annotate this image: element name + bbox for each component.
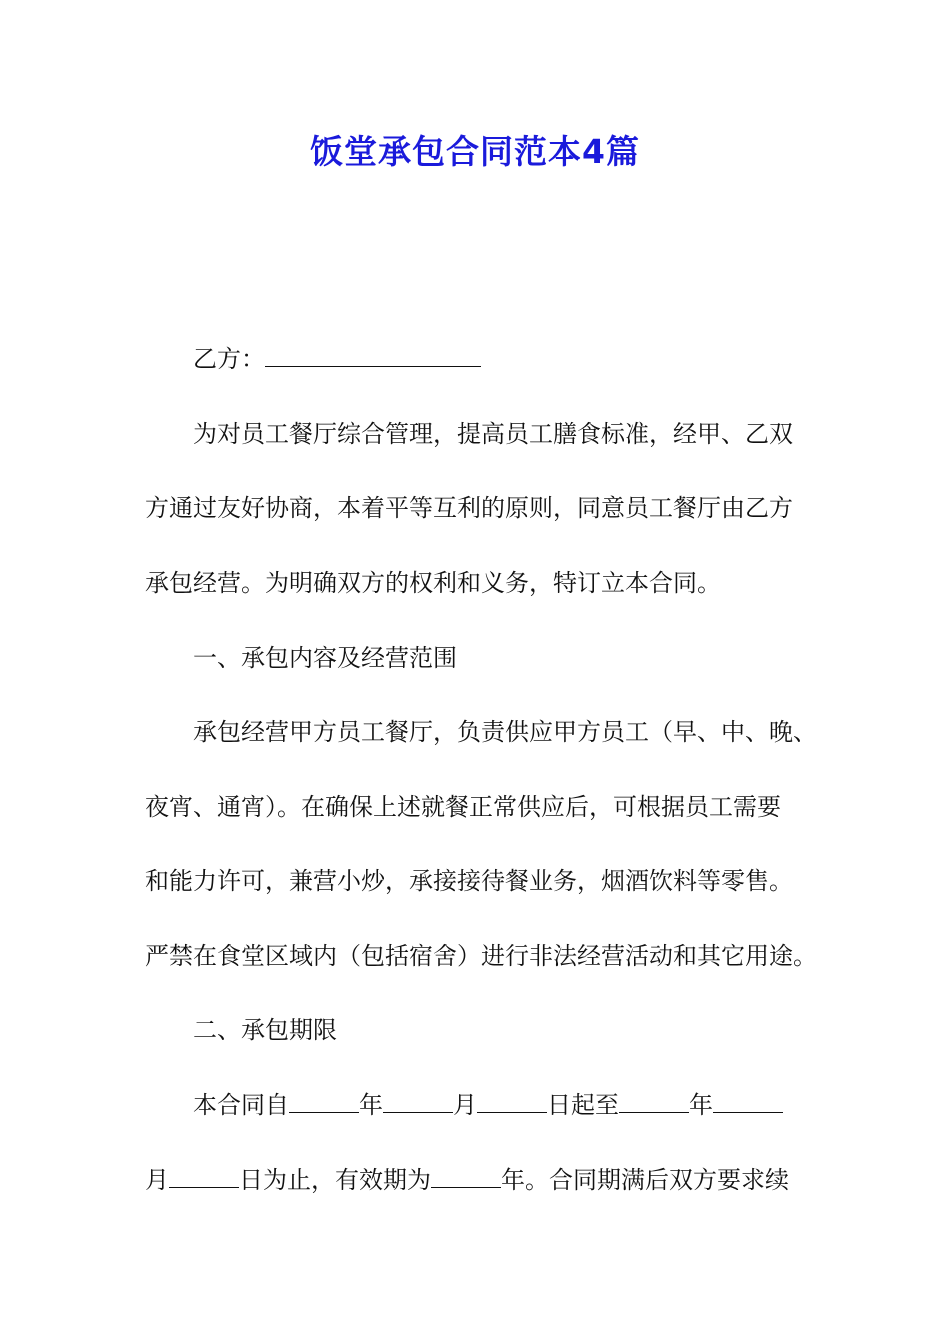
end-month-blank [713, 1086, 783, 1113]
start-day-blank [477, 1086, 547, 1113]
section-2-line-2 [145, 1160, 789, 1200]
party-b-label: 乙方： [193, 345, 265, 373]
preamble-line-1: 为对员工餐厅综合管理，提高员工膳食标准，经甲、乙双 [193, 420, 793, 448]
term-years-blank [431, 1161, 501, 1188]
section-2-line-1 [193, 1085, 783, 1125]
until-text: 日为止，有效期为 [239, 1166, 431, 1194]
year-text: 年 [359, 1091, 383, 1119]
preamble-line-2: 方通过友好协商，本着平等互利的原则，同意员工餐厅由乙方 [145, 494, 793, 522]
end-day-blank [169, 1161, 239, 1188]
section-1-heading: 一、承包内容及经营范围 [193, 644, 457, 672]
section-1-line-3: 和能力许可，兼营小炒，承接接待餐业务，烟酒饮料等零售。 [145, 867, 793, 895]
start-year-blank [289, 1086, 359, 1113]
document-title: 饭堂承包合同范本4篇 [310, 132, 640, 171]
section-1-line-2: 夜宵、通宵）。在确保上述就餐正常供应后，可根据员工需要 [145, 793, 781, 821]
preamble-line-3: 承包经营。为明确双方的权利和义务，特订立本合同。 [145, 569, 721, 597]
section-2-heading: 二、承包期限 [193, 1016, 337, 1044]
section-1-line-4: 严禁在食堂区域内（包括宿舍）进行非法经营活动和其它用途。 [145, 942, 817, 970]
section-1-line-1: 承包经营甲方员工餐厅，负责供应甲方员工（早、中、晚、 [193, 718, 817, 746]
month-text: 月 [145, 1166, 169, 1194]
month-text: 月 [453, 1091, 477, 1119]
party-b-blank [265, 340, 481, 367]
from-to-text: 日起至 [547, 1091, 619, 1119]
party-b-line [193, 339, 481, 379]
year-text: 年 [689, 1091, 713, 1119]
contract-from-text: 本合同自 [193, 1091, 289, 1119]
renewal-text: 年。合同期满后双方要求续 [501, 1166, 789, 1194]
end-year-blank [619, 1086, 689, 1113]
start-month-blank [383, 1086, 453, 1113]
